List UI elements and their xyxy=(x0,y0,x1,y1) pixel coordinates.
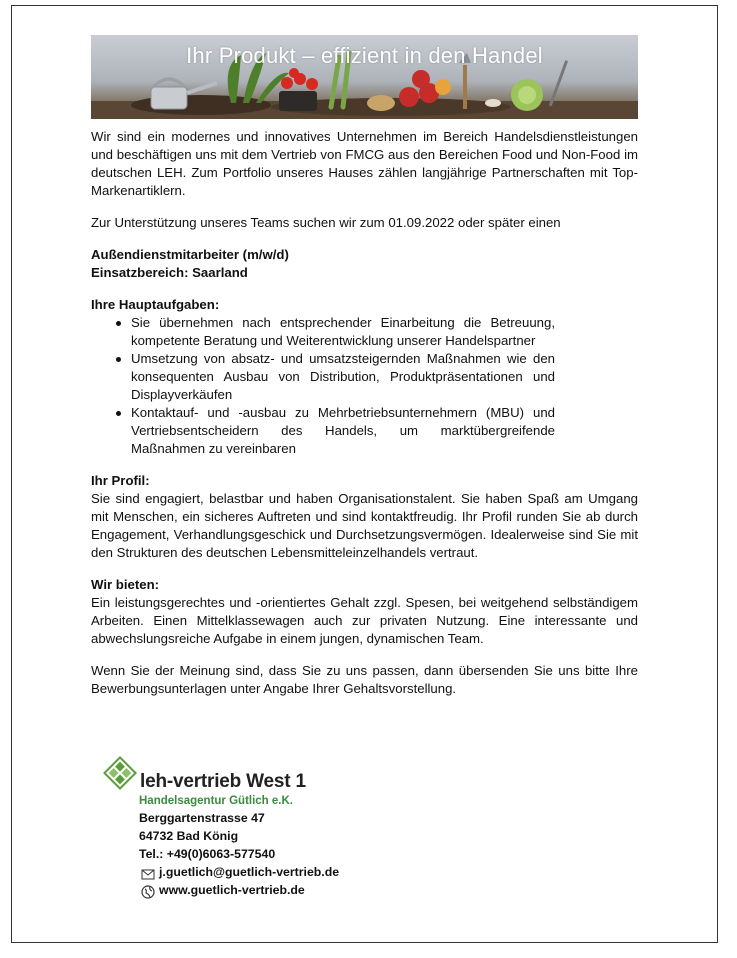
support-line: Zur Unterstützung unseres Teams suchen wir zum 01.09.2022 oder später einen xyxy=(91,215,561,230)
closing-paragraph: Wenn Sie der Meinung sind, dass Sie zu uns passen, dann übersenden Sie uns bitte Ihre Bewerbungsunterlagen unter Angabe Ihrer Gehaltsvorstellung. xyxy=(91,663,638,696)
tasks-list xyxy=(91,314,555,458)
header-banner xyxy=(91,35,638,119)
website-link[interactable]: www.guetlich-vertrieb.de xyxy=(159,883,305,897)
phone-number: Tel.: +49(0)6063-577540 xyxy=(139,847,276,861)
profile-text: Sie sind engagiert, belastbar und haben Organisationstalent. Sie haben Spaß am Umgang mit Menschen, ein sicheres Auftreten und sind kontaktfreudig. Ihr Profil runden Sie ab durch Engagement, Verhandlungsgeschick und Durchsetzungsvermögen. Idealerweise sind Sie mit den Strukturen des deutschen Lebensmitteleinzelhandels vertraut. xyxy=(91,491,638,560)
task-item: Sie übernehmen nach entsprechender Einarbeitung die Betreuung, kompetente Beratung und Weiterentwicklung unserer Handelspartner xyxy=(91,314,555,350)
email-link[interactable]: j.guetlich@guetlich-vertrieb.de xyxy=(159,865,340,879)
company-name: leh-vertrieb West 1 xyxy=(140,771,306,792)
company-logo-icon xyxy=(103,756,137,790)
offer-text: Ein leistungsgerechtes und -orientiertes Gehalt zzgl. Spesen, bei weitgehend selbständigem Arbeiten. Einen Mittelklassewagen auch zur privaten Nutzung. Eine interessante und abwechslungsreiche Aufgabe in einem jungen, dynamischen Team. xyxy=(91,595,638,646)
job-ad-body xyxy=(91,128,638,698)
globe-icon xyxy=(141,885,155,899)
position-title: Außendienstmitarbeiter (m/w/d) xyxy=(91,247,289,262)
banner-title: Ihr Produkt – effizient in den Handel xyxy=(186,43,543,68)
mail-icon xyxy=(141,867,155,881)
task-item: Kontaktauf- und -ausbau zu Mehrbetriebsunternehmern (MBU) und Vertriebsentscheidern des Handels, um marktübergreifende Maßnahmen zu vereinbaren xyxy=(91,404,555,458)
task-item: Umsetzung von absatz- und umsatzsteigernden Maßnahmen wie den konsequenten Ausbau von Distribution, Produktpräsentationen und Displayverkäufen xyxy=(91,350,555,404)
position-region: Einsatzbereich: Saarland xyxy=(91,265,248,280)
profile-heading: Ihr Profil: xyxy=(91,473,150,488)
company-subtitle: Handelsagentur Gütlich e.K. xyxy=(139,795,293,807)
address-street: Berggartenstrasse 47 xyxy=(139,811,265,825)
address-city: 64732 Bad König xyxy=(139,829,239,843)
intro-paragraph: Wir sind ein modernes und innovatives Unternehmen im Bereich Handelsdienstleistungen und beschäftigen uns mit dem Vertrieb von FMCG aus den Bereichen Food und Non-Food im deutschen LEH. Zum Portfolio unseres Hauses zählen langjährige Partnerschaften mit Top-Markenartiklern. xyxy=(91,129,638,198)
offer-heading: Wir bieten: xyxy=(91,577,160,592)
tasks-heading: Ihre Hauptaufgaben: xyxy=(91,297,220,312)
